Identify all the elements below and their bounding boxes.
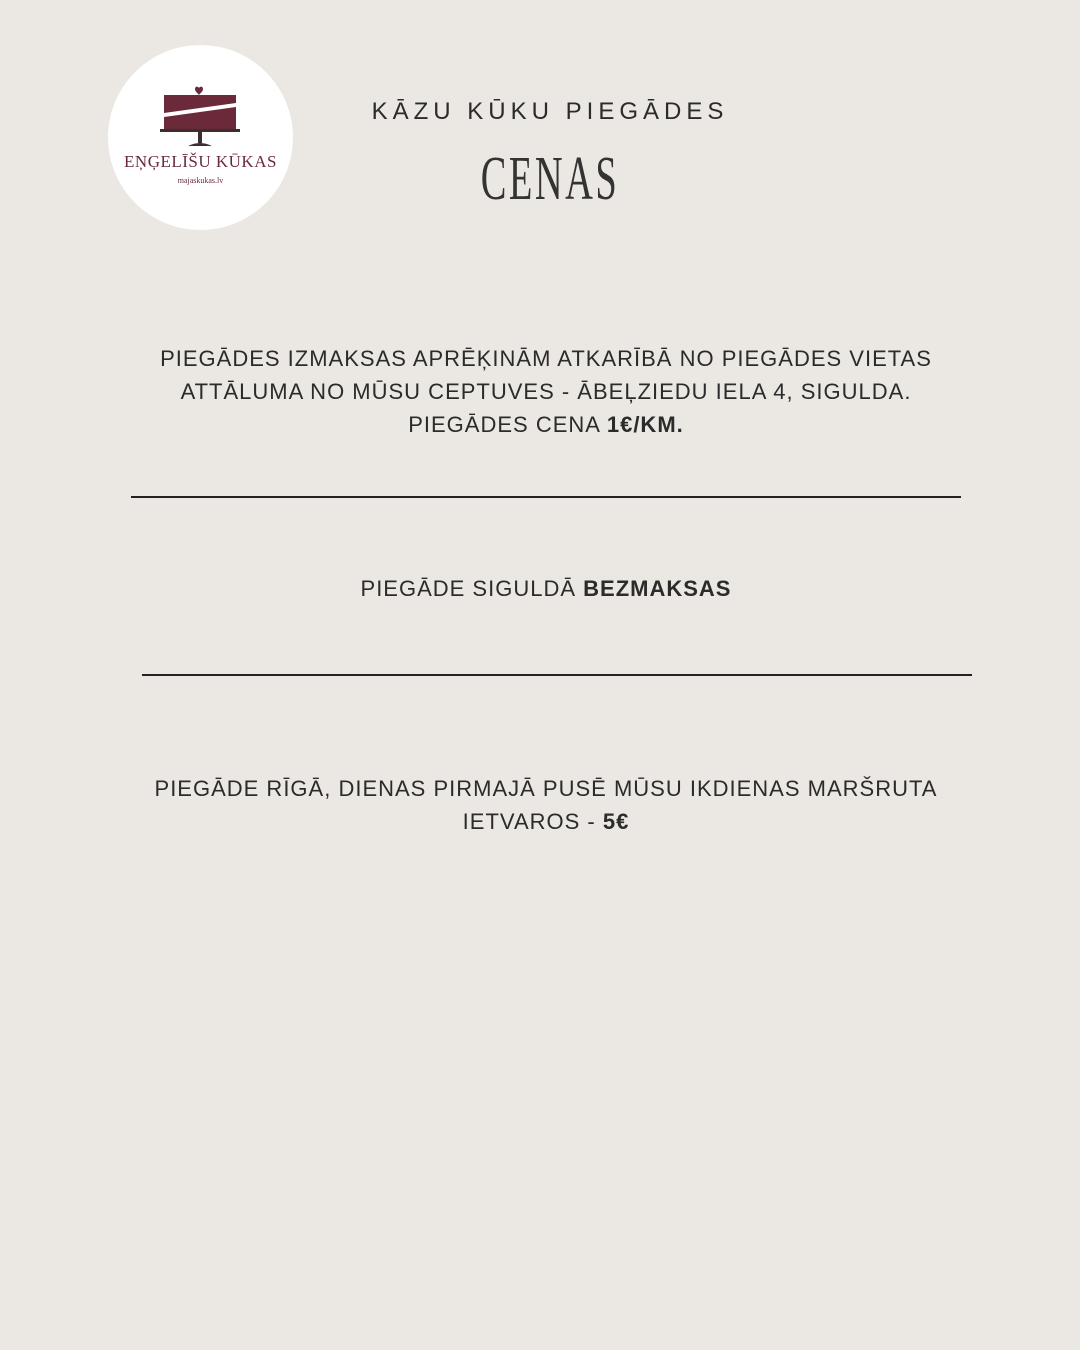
riga-price-label: IETVAROS - (462, 809, 603, 834)
sigulda-price: BEZMAKSAS (583, 576, 732, 601)
divider-top (131, 496, 961, 498)
distance-pricing-text (90, 342, 1002, 441)
cake-icon (158, 85, 244, 149)
distance-line-1: PIEGĀDES IZMAKSAS APRĒĶINĀM ATKARĪBĀ NO PIEGĀDES VIETAS (160, 346, 932, 371)
logo-url: majaskukas.lv (177, 176, 224, 185)
riga-delivery-text (90, 772, 1002, 838)
divider-bottom (142, 674, 972, 676)
riga-price: 5€ (602, 809, 630, 834)
sigulda-label: PIEGĀDE SIGULDĀ (360, 576, 584, 601)
distance-price-label: PIEGĀDES CENA (408, 412, 607, 437)
riga-line-1: PIEGĀDE RĪGĀ, DIENAS PIRMAJĀ PUSĒ MŪSU IKDIENAS MARŠRUTA (154, 776, 938, 801)
page-subtitle: KĀZU KŪKU PIEGĀDES (371, 98, 729, 125)
distance-line-2: ATTĀLUMA NO MŪSU CEPTUVES - ĀBEĻZIEDU IELA 4, SIGULDA. (180, 379, 912, 404)
riga-line-2 (90, 805, 1002, 838)
distance-price-value: 1€/KM. (606, 412, 684, 437)
logo (108, 45, 293, 230)
page-title: CENAS (480, 145, 620, 213)
logo-name: EŅĢELĪŠU KŪKAS (124, 152, 277, 171)
distance-line-3 (90, 408, 1002, 441)
sigulda-delivery-text (90, 572, 1002, 605)
